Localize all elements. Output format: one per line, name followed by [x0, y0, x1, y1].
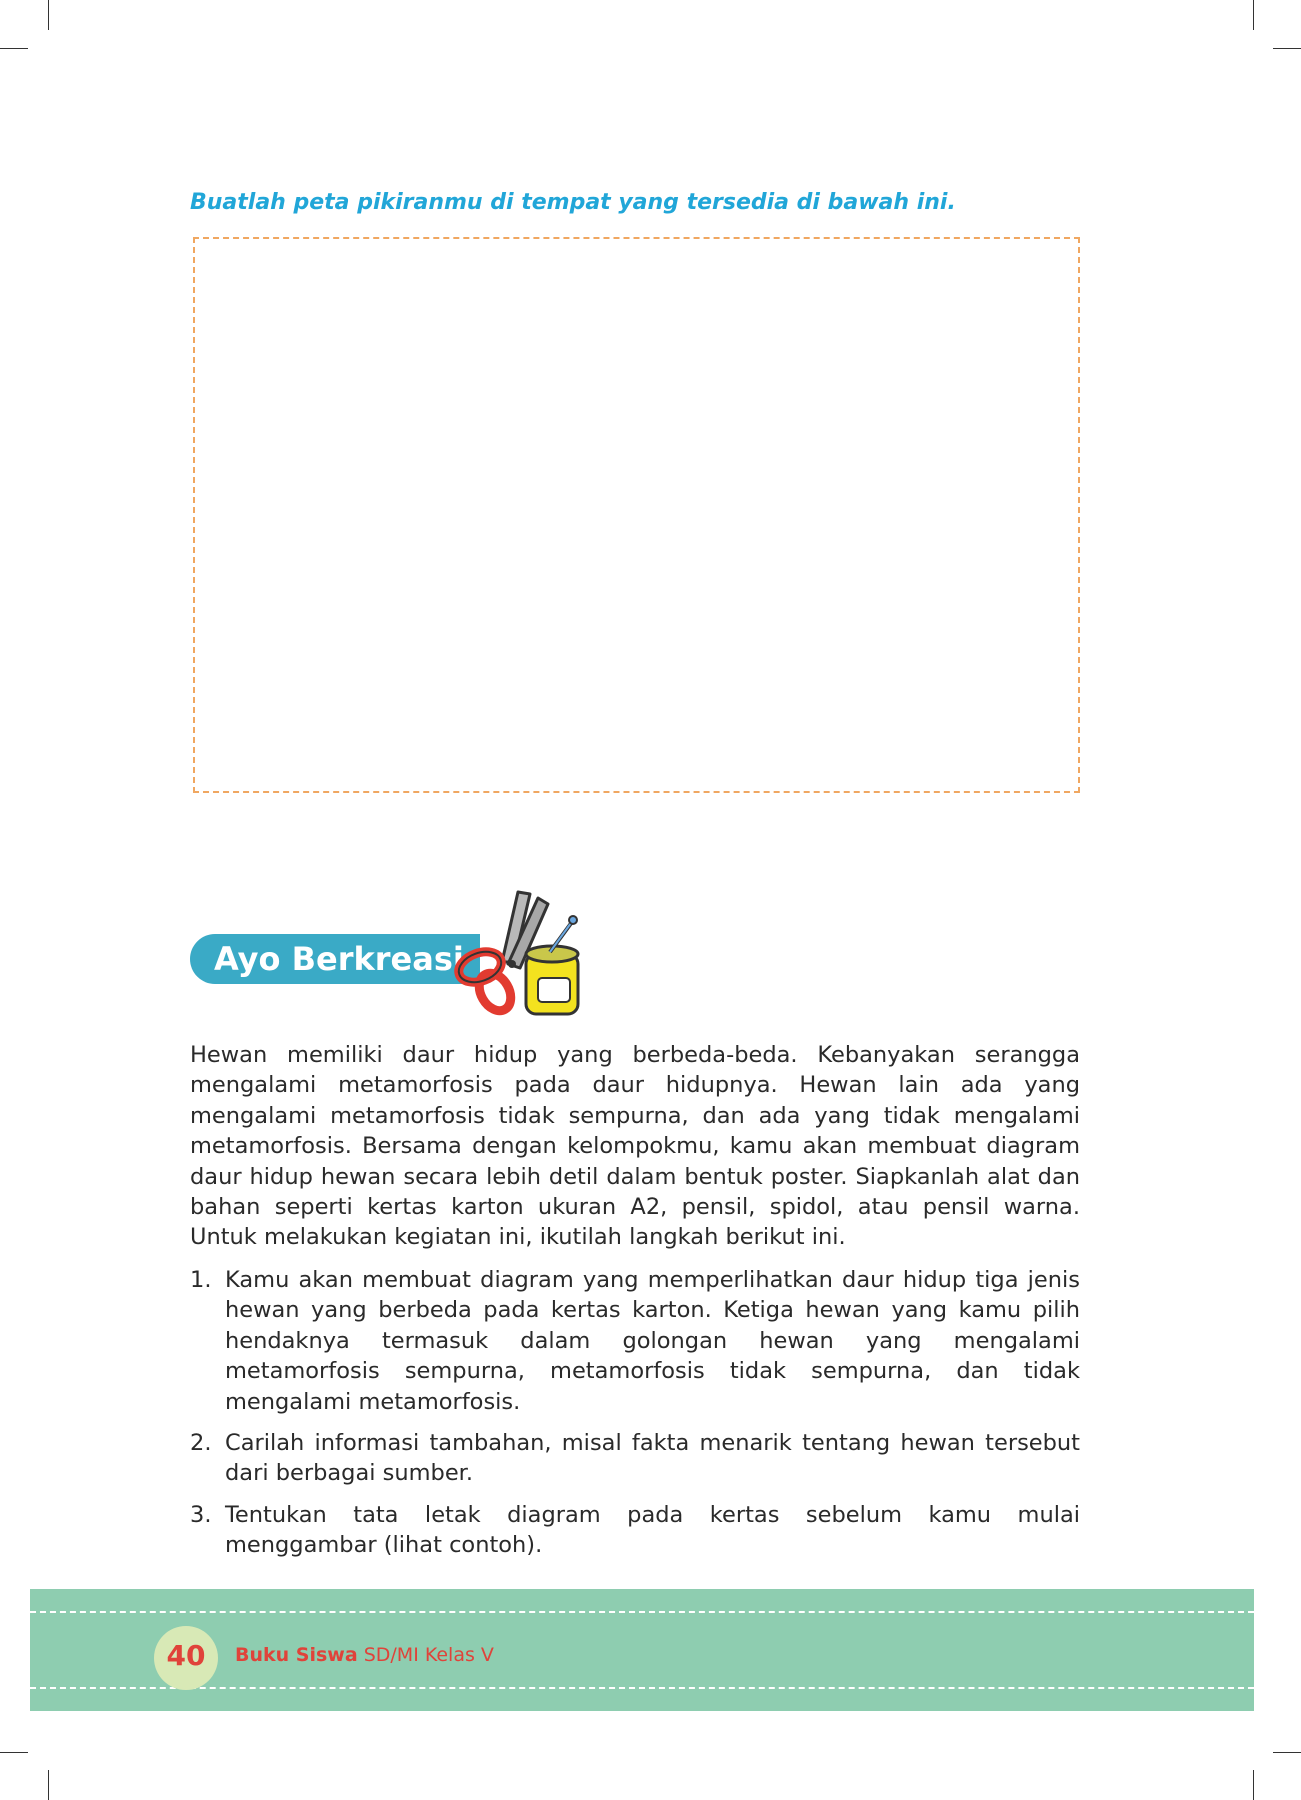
- crop-mark: [0, 48, 28, 49]
- footer-divider: [30, 1687, 1254, 1689]
- intro-paragraph: Hewan memiliki daur hidup yang berbeda-beda. Kebanyakan serangga mengalami metamorfosis pada daur hidupnya. Hewan lain ada yang mengalami metamorfosis tidak sempurna, dan ada yang tidak mengalami metamorfosis. Bersama dengan kelompokmu, kamu akan membuat diagram daur hidup hewan secara lebih detil dalam bentuk poster. Siapkanlah alat dan bahan seperti kertas karton ukuran A2, pensil, spidol, atau pensil warna. Untuk melakukan kegiatan ini, ikutilah langkah berikut ini.: [190, 1042, 1080, 1251]
- page-number-badge: [154, 1626, 218, 1690]
- book-title-rest: SD/MI Kelas V: [357, 1644, 494, 1666]
- crop-mark: [48, 1770, 49, 1800]
- footer-divider: [30, 1611, 1254, 1613]
- step-number: 3.: [190, 1501, 212, 1528]
- crop-mark: [1273, 1752, 1301, 1753]
- section-title: Ayo Berkreasi: [214, 940, 464, 978]
- crop-mark: [1253, 0, 1254, 30]
- crop-mark: [1273, 48, 1301, 49]
- page-number: 40: [166, 1639, 206, 1672]
- step-text: Carilah informasi tambahan, misal fakta menarik tentang hewan tersebut dari berbagai sumber.: [225, 1430, 1080, 1487]
- list-item: [190, 1265, 1080, 1417]
- list-item: [190, 1428, 1080, 1489]
- step-list: [190, 1265, 1080, 1572]
- step-number: 1.: [190, 1267, 212, 1293]
- book-title-bold: Buku Siswa: [235, 1644, 358, 1666]
- book-title: [235, 1644, 494, 1666]
- crop-mark: [48, 0, 49, 30]
- step-text: Tentukan tata letak diagram pada kertas sebelum kamu mulai menggambar (lihat contoh).: [225, 1501, 1080, 1559]
- section-banner: [190, 934, 480, 984]
- list-item: [190, 1500, 1080, 1561]
- scissors-glue-icon: [450, 882, 590, 1022]
- instruction-text: Buatlah peta pikiranmu di tempat yang tersedia di bawah ini.: [190, 190, 956, 215]
- crop-mark: [1253, 1770, 1254, 1800]
- crop-mark: [0, 1752, 28, 1753]
- step-text: Kamu akan membuat diagram yang memperlihatkan daur hidup tiga jenis hewan yang berbeda pada kertas karton. Ketiga hewan yang kamu pilih hendaknya termasuk dalam golongan hewan yang mengalami metamorfosis sempurna, metamorfosis tidak sempurna, dan tidak mengalami metamorfosis.: [225, 1267, 1080, 1415]
- footer: [30, 1589, 1254, 1711]
- step-number: 2.: [190, 1430, 212, 1457]
- mind-map-drawing-area[interactable]: [193, 237, 1080, 793]
